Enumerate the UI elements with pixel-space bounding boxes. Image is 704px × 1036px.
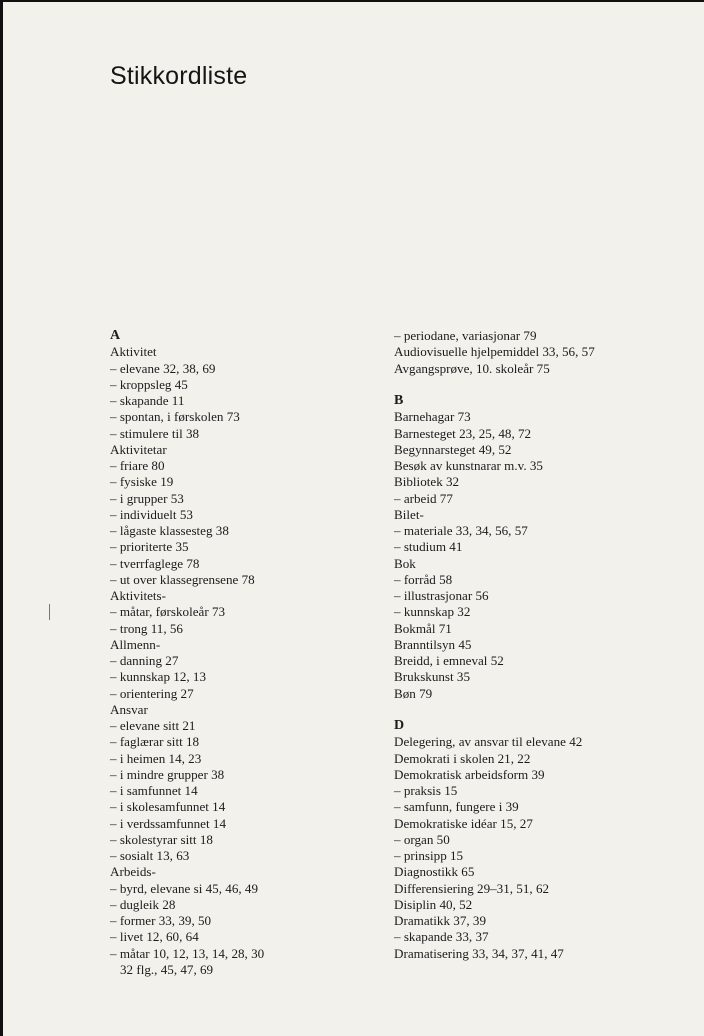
- index-entry: Bilet-: [394, 506, 424, 522]
- index-entry: – illustrasjonar 56: [394, 588, 489, 603]
- index-entry: – prioriterte 35: [110, 539, 189, 555]
- index-entry: Avgangsprøve, 10. skoleår 75: [394, 360, 550, 376]
- index-entry: Dramatikk 37, 39: [394, 913, 487, 928]
- index-entry: – skolestyrar sitt 18: [110, 831, 213, 847]
- index-entry: – tverrfaglege 78: [110, 555, 200, 571]
- index-entry: – skapande 33, 37: [394, 929, 489, 945]
- index-entry: Audiovisuelle hjelpemiddel 33, 56, 57: [394, 344, 595, 360]
- index-entry: – studium 41: [394, 539, 463, 555]
- index-entry: Bokmål 71: [394, 620, 452, 636]
- index-entry: – danning 27: [110, 653, 179, 668]
- index-entry: – arbeid 77: [394, 490, 453, 506]
- index-entry: Besøk av kunstnarar m.v. 35: [394, 458, 543, 473]
- index-entry: – byrd, elevane si 45, 46, 49: [110, 880, 259, 896]
- index-entry: – organ 50: [394, 831, 450, 847]
- index-entry: Aktivitetar: [110, 441, 167, 457]
- index-entry: Branntilsyn 45: [394, 636, 472, 652]
- index-entry: – i samfunnet 14: [110, 783, 198, 798]
- index-entry: – fysiske 19: [110, 474, 174, 490]
- index-entry: – periodane, variasjonar 79: [394, 328, 537, 343]
- index-entry: – spontan, i førskolen 73: [110, 409, 240, 425]
- page-edge-top: [0, 0, 704, 2]
- index-entry: – livet 12, 60, 64: [110, 929, 199, 945]
- index-entry: – praksis 15: [394, 783, 458, 798]
- index-entry: Diagnostikk 65: [394, 864, 475, 880]
- index-column-right: [394, 328, 684, 962]
- index-entry: Brukskunst 35: [394, 669, 471, 685]
- index-entry: – individuelt 53: [110, 506, 193, 522]
- page-edge-left: [0, 0, 3, 1036]
- page-title: Stikkordliste: [110, 62, 248, 90]
- index-entry: – kunnskap 12, 13: [110, 669, 207, 685]
- index-entry: Demokratisk arbeidsform 39: [394, 766, 545, 782]
- index-entry: Demokrati i skolen 21, 22: [394, 750, 531, 766]
- index-entry: – i mindre grupper 38: [110, 766, 225, 782]
- index-entry: Bok: [394, 555, 416, 571]
- index-entry: Barnehagar 73: [394, 409, 471, 425]
- index-entry-continuation: 32 flg., 45, 47, 69: [120, 961, 214, 977]
- index-entry: – sosialt 13, 63: [110, 848, 190, 863]
- index-section-letter: A: [110, 328, 121, 343]
- index-entry: – skapande 11: [110, 393, 185, 408]
- index-entry: – trong 11, 56: [110, 620, 183, 636]
- index-entry: Bøn 79: [394, 685, 433, 701]
- index-entry: – i grupper 53: [110, 490, 184, 506]
- index-entry: – i heimen 14, 23: [110, 750, 202, 766]
- index-entry: – måtar, førskoleår 73: [110, 604, 226, 620]
- index-entry: – materiale 33, 34, 56, 57: [394, 523, 528, 538]
- index-entry: Aktivitet: [110, 344, 157, 360]
- index-entry: – former 33, 39, 50: [110, 913, 212, 928]
- index-entry: – forråd 58: [394, 571, 453, 587]
- index-entry: – prinsipp 15: [394, 848, 464, 863]
- index-entry: – faglærar sitt 18: [110, 734, 200, 750]
- index-section-letter: B: [394, 393, 404, 408]
- index-entry: Dramatisering 33, 34, 37, 41, 47: [394, 945, 564, 961]
- index-entry: Disiplin 40, 52: [394, 896, 473, 912]
- index-entry: Ansvar: [110, 701, 148, 717]
- index-entry: – elevane 32, 38, 69: [110, 360, 216, 376]
- index-entry: – ut over klassegrensene 78: [110, 571, 255, 587]
- index-entry: – i skolesamfunnet 14: [110, 799, 226, 815]
- index-entry: Bibliotek 32: [394, 474, 460, 490]
- index-column-left: [110, 328, 370, 978]
- index-entry: Begynnarsteget 49, 52: [394, 441, 512, 457]
- index-section-letter: D: [394, 718, 405, 733]
- index-entry: Breidd, i emneval 52: [394, 653, 504, 668]
- index-entry: – kunnskap 32: [394, 604, 471, 620]
- index-entry: – friare 80: [110, 458, 165, 473]
- index-entry: Allmenn-: [110, 636, 161, 652]
- stray-mark: [49, 604, 50, 620]
- index-entry: – i verdssamfunnet 14: [110, 815, 227, 831]
- section-spacer: [394, 702, 684, 718]
- index-entry: – orientering 27: [110, 685, 194, 701]
- index-entry: Differensiering 29–31, 51, 62: [394, 880, 550, 896]
- index-entry: – kroppsleg 45: [110, 376, 188, 392]
- index-entry: – samfunn, fungere i 39: [394, 799, 519, 815]
- index-entry: – dugleik 28: [110, 896, 176, 912]
- index-entry: Arbeids-: [110, 864, 156, 880]
- index-entry: Demokratiske idéar 15, 27: [394, 815, 533, 831]
- section-spacer: [394, 377, 684, 393]
- index-entry: Barnesteget 23, 25, 48, 72: [394, 425, 532, 441]
- index-entry: Delegering, av ansvar til elevane 42: [394, 734, 583, 750]
- index-entry: Aktivitets-: [110, 588, 167, 603]
- index-entry: – elevane sitt 21: [110, 718, 196, 733]
- index-entry: – stimulere til 38: [110, 425, 200, 441]
- index-entry: – lågaste klassesteg 38: [110, 523, 229, 538]
- index-entry: – måtar 10, 12, 13, 14, 28, 30: [110, 945, 265, 961]
